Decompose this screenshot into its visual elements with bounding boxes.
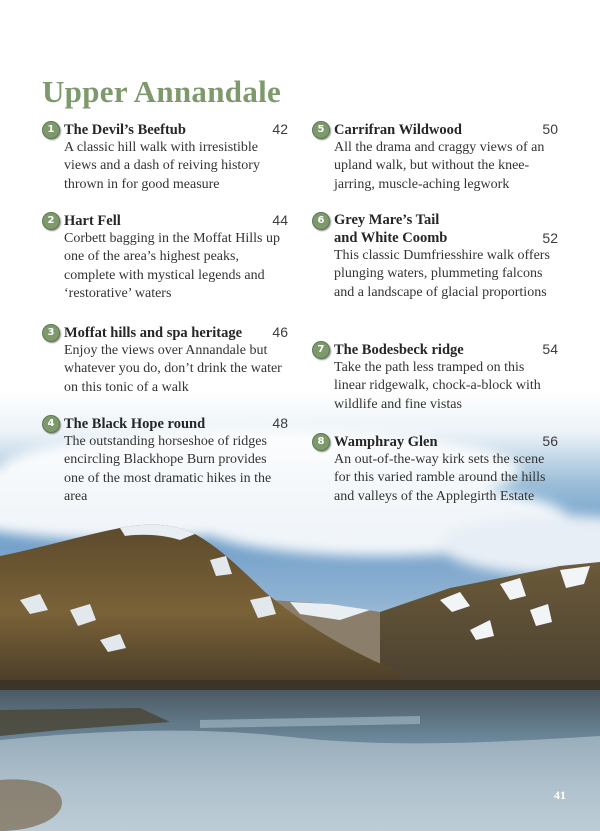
walk-entry-6[interactable]	[312, 211, 558, 340]
walk-entry-5[interactable]	[312, 120, 558, 211]
walk-description: Take the path less tramped on this linear ridgewalk, chock-a-block with wildlife and fine vistas	[334, 360, 541, 412]
walk-description: The outstanding horseshoe of ridges encircling Blackhope Burn provides one of the most dramatic hikes in the area	[64, 434, 272, 505]
walk-page-number: 42	[272, 121, 288, 137]
walk-title: Carrifran Wildwood	[334, 122, 462, 138]
walk-number-badge: 2	[42, 212, 60, 230]
walk-entry-7[interactable]	[312, 340, 558, 432]
walk-number-badge: 6	[312, 212, 330, 230]
walk-entry-8[interactable]	[312, 432, 558, 524]
page-folio-number: 41	[554, 788, 566, 802]
walk-entry-2[interactable]	[42, 211, 288, 323]
walk-number-badge: 5	[312, 121, 330, 139]
walk-number-badge: 8	[312, 433, 330, 451]
walk-title: Moffat hills and spa heritage	[64, 325, 243, 341]
walk-description: A classic hill walk with irresistible views and a dash of reiving history thrown in for good measure	[64, 140, 260, 192]
walk-title: Hart Fell	[64, 213, 121, 229]
walk-number-badge: 4	[42, 415, 60, 433]
walk-number-badge: 1	[42, 121, 60, 139]
walk-entry-3[interactable]	[42, 323, 288, 414]
walk-page-number: 46	[272, 324, 288, 340]
walk-description: Enjoy the views over Annandale but whatever you do, don’t drink the water on this tonic of a walk	[64, 343, 282, 395]
page-title: Upper Annandale	[42, 74, 282, 109]
walk-page-number: 52	[542, 230, 558, 246]
walk-page-number: 56	[542, 433, 558, 449]
walk-description: All the drama and craggy views of an upland walk, but without the knee-jarring, muscle-aching legwork	[334, 140, 545, 192]
walk-page-number: 50	[542, 121, 558, 137]
walk-description: Corbett bagging in the Moffat Hills up one of the area’s highest peaks, complete with mystical legends and ‘restorative’ waters	[64, 231, 280, 302]
walk-title: The Black Hope round	[64, 416, 206, 432]
walk-description: This classic Dumfriesshire walk offers plunging waters, plummeting falcons and a landscape of glacial proportions	[334, 248, 550, 300]
walk-entry-1[interactable]	[42, 120, 288, 211]
walk-number-badge: 7	[312, 341, 330, 359]
walk-number-badge: 3	[42, 324, 60, 342]
walk-page-number: 54	[542, 341, 558, 357]
walks-column-right	[312, 120, 558, 524]
walks-column-left	[42, 120, 288, 506]
walk-title: Wamphray Glen	[334, 434, 438, 450]
walk-entry-4[interactable]	[42, 414, 288, 506]
walk-page-number: 48	[272, 415, 288, 431]
walk-title: The Devil’s Beeftub	[64, 122, 186, 138]
walk-title	[334, 211, 447, 247]
walk-title-line-2: and White Coomb	[334, 230, 448, 246]
walk-title-line-1: Grey Mare’s Tail	[334, 212, 440, 228]
walk-title: The Bodesbeck ridge	[334, 342, 464, 358]
walk-description: An out-of-the-way kirk sets the scene for this varied ramble around the hills and valleys of the Applegirth Estate	[334, 452, 546, 504]
walk-page-number: 44	[272, 212, 288, 228]
